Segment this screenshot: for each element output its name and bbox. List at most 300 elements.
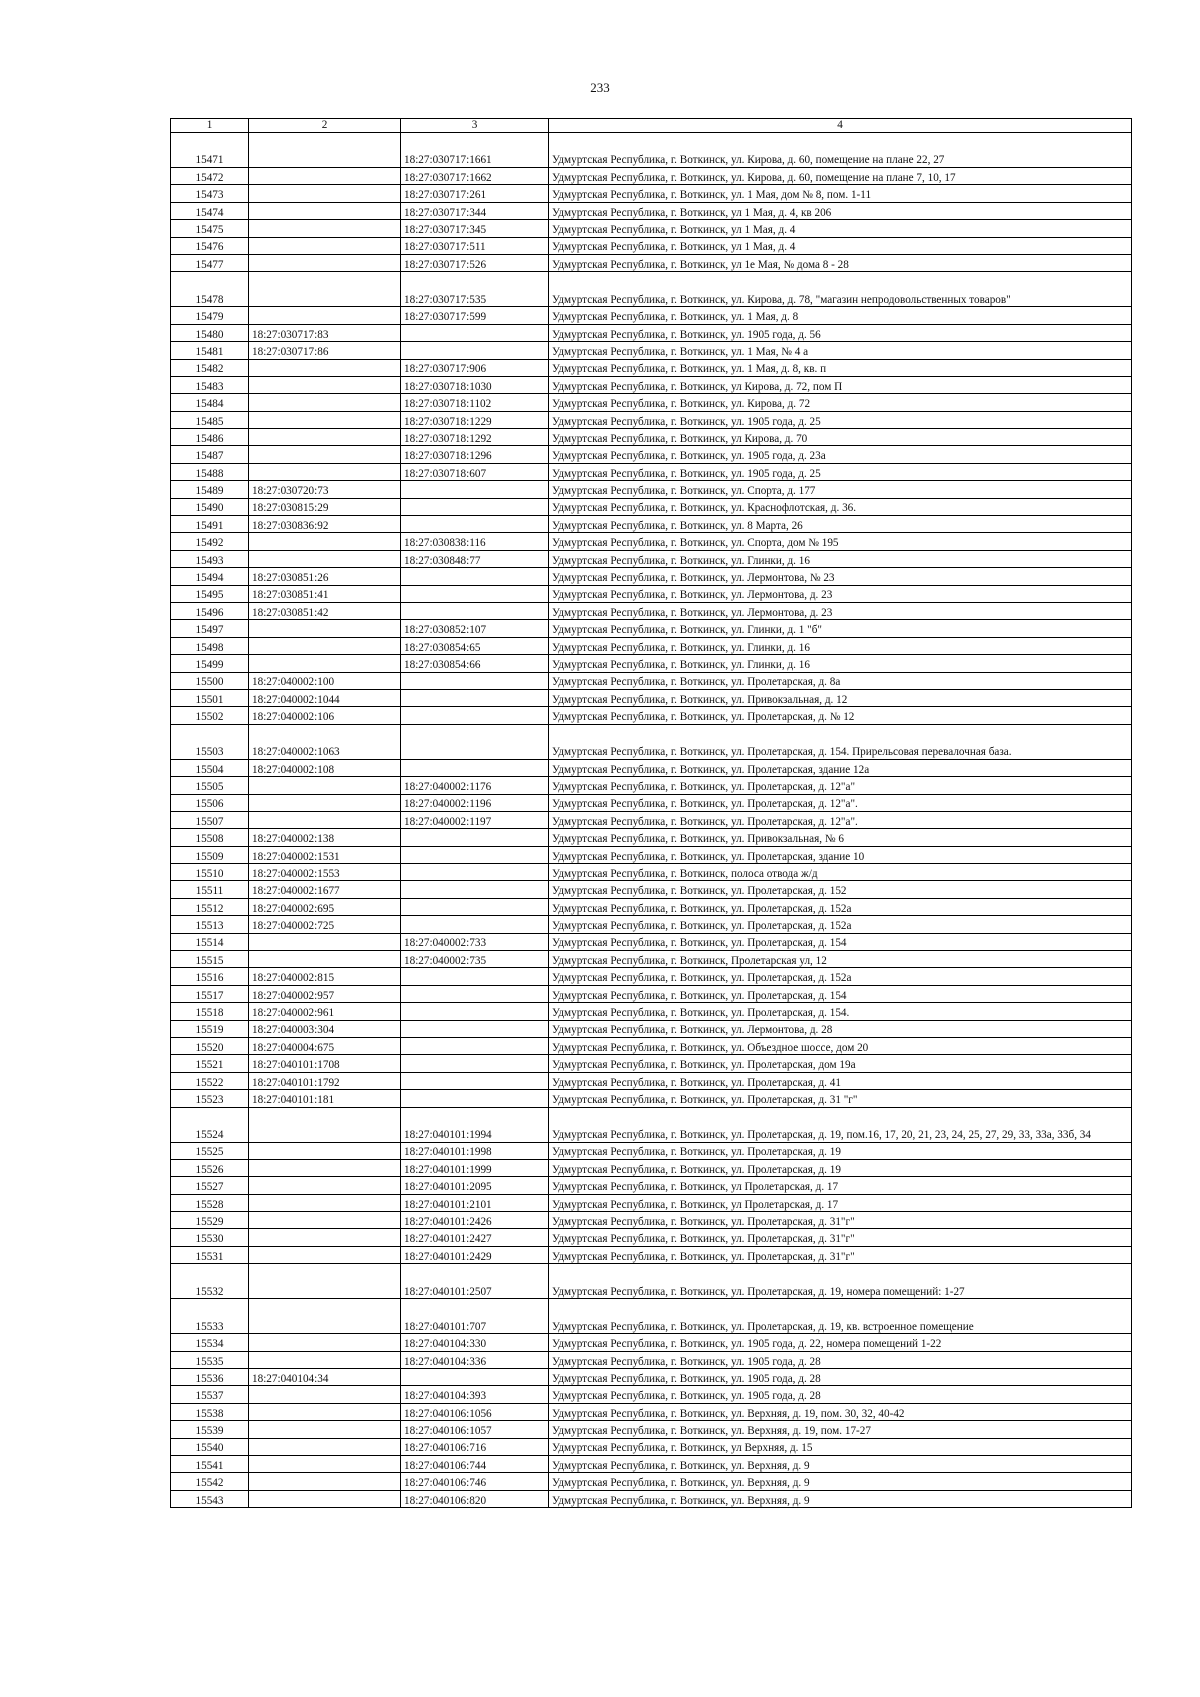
table-row xyxy=(171,1246,1132,1263)
address-cell: Удмуртская Республика, г. Воткинск, ул 1 Мая, д. 4 xyxy=(549,237,1132,254)
row-number-cell: 15484 xyxy=(171,394,249,411)
cadastral-number-cell-2: 18:27:040002:106 xyxy=(249,707,401,724)
cadastral-number-cell-3 xyxy=(401,481,549,498)
table-row xyxy=(171,1351,1132,1368)
table-row xyxy=(171,307,1132,324)
cadastral-number-cell-2 xyxy=(249,1421,401,1438)
table-header xyxy=(171,119,1132,133)
row-number-cell: 15521 xyxy=(171,1055,249,1072)
cadastral-number-cell-3: 18:27:040101:1999 xyxy=(401,1159,549,1176)
table-row xyxy=(171,655,1132,672)
cadastral-number-cell-3: 18:27:040106:820 xyxy=(401,1490,549,1507)
cadastral-number-cell-2 xyxy=(249,1194,401,1211)
cadastral-number-cell-3: 18:27:030718:1229 xyxy=(401,411,549,428)
row-number-cell: 15476 xyxy=(171,237,249,254)
table-row xyxy=(171,237,1132,254)
cadastral-number-cell-2 xyxy=(249,429,401,446)
row-number-cell: 15511 xyxy=(171,881,249,898)
row-number-cell: 15535 xyxy=(171,1351,249,1368)
address-cell: Удмуртская Республика, г. Воткинск, ул. Кирова, д. 78, "магазин непродовольственных товаров" xyxy=(549,272,1132,307)
address-cell: Удмуртская Республика, г. Воткинск, ул. Глинки, д. 16 xyxy=(549,655,1132,672)
row-number-cell: 15522 xyxy=(171,1072,249,1089)
cadastral-number-cell-3: 18:27:030717:906 xyxy=(401,359,549,376)
row-number-cell: 15483 xyxy=(171,376,249,393)
cadastral-number-cell-3 xyxy=(401,672,549,689)
table-row xyxy=(171,1369,1132,1386)
cadastral-number-cell-3 xyxy=(401,881,549,898)
cadastral-number-cell-3: 18:27:030838:116 xyxy=(401,533,549,550)
address-cell: Удмуртская Республика, г. Воткинск, ул. Пролетарская, д. 12"а". xyxy=(549,811,1132,828)
cadastral-number-cell-3 xyxy=(401,829,549,846)
table-row xyxy=(171,568,1132,585)
column-header-2: 2 xyxy=(249,119,401,133)
cadastral-number-cell-2 xyxy=(249,133,401,168)
row-number-cell: 15509 xyxy=(171,846,249,863)
row-number-cell: 15542 xyxy=(171,1473,249,1490)
cadastral-number-cell-3: 18:27:040101:2507 xyxy=(401,1264,549,1299)
table-row xyxy=(171,602,1132,619)
table-row xyxy=(171,707,1132,724)
row-number-cell: 15510 xyxy=(171,864,249,881)
cadastral-number-cell-2: 18:27:030851:26 xyxy=(249,568,401,585)
column-header-1: 1 xyxy=(171,119,249,133)
address-cell: Удмуртская Республика, г. Воткинск, ул Пролетарская, д. 17 xyxy=(549,1194,1132,1211)
row-number-cell: 15514 xyxy=(171,933,249,950)
address-cell: Удмуртская Республика, г. Воткинск, ул. Пролетарская, д. 154 xyxy=(549,933,1132,950)
address-cell: Удмуртская Республика, г. Воткинск, ул. Пролетарская, дом 19а xyxy=(549,1055,1132,1072)
row-number-cell: 15538 xyxy=(171,1403,249,1420)
row-number-cell: 15518 xyxy=(171,1003,249,1020)
cadastral-number-cell-2 xyxy=(249,254,401,271)
table-row xyxy=(171,220,1132,237)
address-cell: Удмуртская Республика, г. Воткинск, ул. Верхняя, д. 9 xyxy=(549,1456,1132,1473)
cadastral-number-cell-2: 18:27:040002:100 xyxy=(249,672,401,689)
address-cell: Удмуртская Республика, г. Воткинск, ул. 1905 года, д. 23а xyxy=(549,446,1132,463)
table-row xyxy=(171,1177,1132,1194)
row-number-cell: 15502 xyxy=(171,707,249,724)
address-cell: Удмуртская Республика, г. Воткинск, ул. Верхняя, д. 19, пом. 30, 32, 40-42 xyxy=(549,1403,1132,1420)
cadastral-number-cell-2 xyxy=(249,1246,401,1263)
cadastral-number-cell-2: 18:27:040002:695 xyxy=(249,898,401,915)
address-cell: Удмуртская Республика, г. Воткинск, ул. Пролетарская, д. 19, номера помещений: 1-27 xyxy=(549,1264,1132,1299)
cadastral-number-cell-2: 18:27:040002:1531 xyxy=(249,846,401,863)
address-cell: Удмуртская Республика, г. Воткинск, ул. Пролетарская, д. 152а xyxy=(549,898,1132,915)
cadastral-number-cell-3: 18:27:040002:733 xyxy=(401,933,549,950)
cadastral-number-cell-3: 18:27:030718:607 xyxy=(401,463,549,480)
row-number-cell: 15488 xyxy=(171,463,249,480)
address-cell: Удмуртская Республика, г. Воткинск, ул. Лермонтова, № 23 xyxy=(549,568,1132,585)
cadastral-number-cell-2: 18:27:040002:1677 xyxy=(249,881,401,898)
cadastral-number-cell-3 xyxy=(401,498,549,515)
cadastral-number-cell-2: 18:27:040002:725 xyxy=(249,916,401,933)
row-number-cell: 15491 xyxy=(171,516,249,533)
address-cell: Удмуртская Республика, г. Воткинск, ул. Лермонтова, д. 28 xyxy=(549,1020,1132,1037)
cadastral-number-cell-3 xyxy=(401,968,549,985)
cadastral-number-cell-2 xyxy=(249,794,401,811)
row-number-cell: 15475 xyxy=(171,220,249,237)
cadastral-number-cell-2 xyxy=(249,1159,401,1176)
cadastral-number-cell-2: 18:27:040002:1553 xyxy=(249,864,401,881)
row-number-cell: 15490 xyxy=(171,498,249,515)
cadastral-number-cell-2 xyxy=(249,1334,401,1351)
row-number-cell: 15494 xyxy=(171,568,249,585)
table-row xyxy=(171,637,1132,654)
row-number-cell: 15499 xyxy=(171,655,249,672)
table-row xyxy=(171,168,1132,185)
cadastral-number-cell-3: 18:27:030717:599 xyxy=(401,307,549,324)
address-cell: Удмуртская Республика, г. Воткинск, ул. Пролетарская, здание 12а xyxy=(549,759,1132,776)
address-cell: Удмуртская Республика, г. Воткинск, ул. 1905 года, д. 25 xyxy=(549,411,1132,428)
cadastral-number-cell-2 xyxy=(249,463,401,480)
cadastral-number-cell-3: 18:27:040106:1056 xyxy=(401,1403,549,1420)
address-cell: Удмуртская Республика, г. Воткинск, ул. Глинки, д. 16 xyxy=(549,637,1132,654)
table-row xyxy=(171,1003,1132,1020)
address-cell: Удмуртская Республика, г. Воткинск, ул. 1 Мая, д. 8, кв. п xyxy=(549,359,1132,376)
row-number-cell: 15534 xyxy=(171,1334,249,1351)
cadastral-number-cell-3: 18:27:040002:1196 xyxy=(401,794,549,811)
cadastral-number-cell-3 xyxy=(401,568,549,585)
cadastral-number-cell-2: 18:27:030836:92 xyxy=(249,516,401,533)
table-row xyxy=(171,968,1132,985)
cadastral-number-cell-3: 18:27:030717:344 xyxy=(401,202,549,219)
table-row xyxy=(171,916,1132,933)
cadastral-number-cell-3 xyxy=(401,1369,549,1386)
row-number-cell: 15536 xyxy=(171,1369,249,1386)
cadastral-number-cell-2 xyxy=(249,637,401,654)
cadastral-number-cell-3: 18:27:040101:2426 xyxy=(401,1212,549,1229)
address-cell: Удмуртская Республика, г. Воткинск, ул. Пролетарская, д. 19 xyxy=(549,1159,1132,1176)
table-row xyxy=(171,133,1132,168)
row-number-cell: 15482 xyxy=(171,359,249,376)
row-number-cell: 15519 xyxy=(171,1020,249,1037)
row-number-cell: 15516 xyxy=(171,968,249,985)
table-row xyxy=(171,342,1132,359)
row-number-cell: 15532 xyxy=(171,1264,249,1299)
address-cell: Удмуртская Республика, г. Воткинск, ул. Спорта, дом № 195 xyxy=(549,533,1132,550)
cadastral-number-cell-3: 18:27:040101:707 xyxy=(401,1299,549,1334)
cadastral-number-cell-3: 18:27:030717:1662 xyxy=(401,168,549,185)
address-cell: Удмуртская Республика, г. Воткинск, ул. 1905 года, д. 25 xyxy=(549,463,1132,480)
cadastral-number-cell-3: 18:27:030852:107 xyxy=(401,620,549,637)
cadastral-number-cell-3 xyxy=(401,916,549,933)
cadastral-number-cell-3: 18:27:030717:535 xyxy=(401,272,549,307)
address-cell: Удмуртская Республика, г. Воткинск, ул. Пролетарская, д. 152а xyxy=(549,916,1132,933)
row-number-cell: 15537 xyxy=(171,1386,249,1403)
address-cell: Удмуртская Республика, г. Воткинск, ул. 1905 года, д. 28 xyxy=(549,1351,1132,1368)
cadastral-number-cell-2 xyxy=(249,1212,401,1229)
cadastral-number-cell-3: 18:27:040002:735 xyxy=(401,951,549,968)
table-row xyxy=(171,1229,1132,1246)
cadastral-number-cell-2 xyxy=(249,777,401,794)
table-row xyxy=(171,481,1132,498)
cadastral-number-cell-2 xyxy=(249,1490,401,1507)
cadastral-number-cell-2: 18:27:040002:138 xyxy=(249,829,401,846)
cadastral-number-cell-2: 18:27:040101:181 xyxy=(249,1090,401,1107)
cadastral-number-cell-3 xyxy=(401,516,549,533)
address-cell: Удмуртская Республика, г. Воткинск, ул. 8 Марта, 26 xyxy=(549,516,1132,533)
address-cell: Удмуртская Республика, г. Воткинск, ул. 1 Мая, д. 8 xyxy=(549,307,1132,324)
cadastral-number-cell-3 xyxy=(401,724,549,759)
cadastral-number-cell-3: 18:27:030717:1661 xyxy=(401,133,549,168)
table-row xyxy=(171,429,1132,446)
address-cell: Удмуртская Республика, г. Воткинск, ул 1 Мая, д. 4 xyxy=(549,220,1132,237)
cadastral-number-cell-2: 18:27:030851:42 xyxy=(249,602,401,619)
cadastral-number-cell-2 xyxy=(249,620,401,637)
cadastral-number-cell-2 xyxy=(249,220,401,237)
table-row xyxy=(171,794,1132,811)
cadastral-number-cell-3: 18:27:030717:345 xyxy=(401,220,549,237)
cadastral-number-cell-3 xyxy=(401,759,549,776)
table-row xyxy=(171,411,1132,428)
address-cell: Удмуртская Республика, г. Воткинск, ул. Пролетарская, д. 41 xyxy=(549,1072,1132,1089)
cadastral-number-cell-2 xyxy=(249,1438,401,1455)
table-row xyxy=(171,185,1132,202)
cadastral-number-cell-3: 18:27:040106:746 xyxy=(401,1473,549,1490)
table-row xyxy=(171,724,1132,759)
cadastral-number-cell-2 xyxy=(249,376,401,393)
cadastral-number-cell-3: 18:27:030848:77 xyxy=(401,550,549,567)
cadastral-number-cell-3: 18:27:040002:1197 xyxy=(401,811,549,828)
address-cell: Удмуртская Республика, г. Воткинск, ул. Лермонтова, д. 23 xyxy=(549,602,1132,619)
cadastral-number-cell-3: 18:27:030718:1102 xyxy=(401,394,549,411)
row-number-cell: 15474 xyxy=(171,202,249,219)
cadastral-number-cell-2: 18:27:040004:675 xyxy=(249,1037,401,1054)
cadastral-number-cell-3 xyxy=(401,689,549,706)
table-row xyxy=(171,202,1132,219)
cadastral-number-cell-3 xyxy=(401,1055,549,1072)
address-cell: Удмуртская Республика, г. Воткинск, ул. 1905 года, д. 56 xyxy=(549,324,1132,341)
table-row xyxy=(171,777,1132,794)
table-row xyxy=(171,1264,1132,1299)
row-number-cell: 15497 xyxy=(171,620,249,637)
row-number-cell: 15507 xyxy=(171,811,249,828)
cadastral-number-cell-2 xyxy=(249,1299,401,1334)
table-row xyxy=(171,1299,1132,1334)
cadastral-number-cell-3: 18:27:030718:1292 xyxy=(401,429,549,446)
address-cell: Удмуртская Республика, г. Воткинск, ул. Пролетарская, д. 152а xyxy=(549,968,1132,985)
row-number-cell: 15505 xyxy=(171,777,249,794)
cadastral-number-cell-2 xyxy=(249,168,401,185)
table-row xyxy=(171,1421,1132,1438)
cadastral-number-cell-2 xyxy=(249,202,401,219)
cadastral-number-cell-2 xyxy=(249,1177,401,1194)
cadastral-number-cell-2 xyxy=(249,550,401,567)
address-cell: Удмуртская Республика, г. Воткинск, ул Верхняя, д. 15 xyxy=(549,1438,1132,1455)
row-number-cell: 15473 xyxy=(171,185,249,202)
row-number-cell: 15487 xyxy=(171,446,249,463)
cadastral-number-cell-3: 18:27:040106:1057 xyxy=(401,1421,549,1438)
column-header-4: 4 xyxy=(549,119,1132,133)
table-row xyxy=(171,864,1132,881)
cadastral-number-cell-3: 18:27:040104:336 xyxy=(401,1351,549,1368)
table-row xyxy=(171,933,1132,950)
address-cell: Удмуртская Республика, г. Воткинск, ул. Верхняя, д. 9 xyxy=(549,1473,1132,1490)
row-number-cell: 15525 xyxy=(171,1142,249,1159)
row-number-cell: 15501 xyxy=(171,689,249,706)
table-row xyxy=(171,324,1132,341)
address-cell: Удмуртская Республика, г. Воткинск, ул. Пролетарская, д. 31 "г" xyxy=(549,1090,1132,1107)
row-number-cell: 15530 xyxy=(171,1229,249,1246)
cadastral-number-cell-3 xyxy=(401,324,549,341)
row-number-cell: 15541 xyxy=(171,1456,249,1473)
table-row xyxy=(171,498,1132,515)
address-cell: Удмуртская Республика, г. Воткинск, ул. Пролетарская, здание 10 xyxy=(549,846,1132,863)
row-number-cell: 15540 xyxy=(171,1438,249,1455)
cadastral-number-cell-3 xyxy=(401,585,549,602)
row-number-cell: 15543 xyxy=(171,1490,249,1507)
address-cell: Удмуртская Республика, г. Воткинск, ул. Привокзальная, д. 12 xyxy=(549,689,1132,706)
table-row xyxy=(171,672,1132,689)
row-number-cell: 15472 xyxy=(171,168,249,185)
row-number-cell: 15520 xyxy=(171,1037,249,1054)
address-cell: Удмуртская Республика, г. Воткинск, ул 1 Мая, д. 4, кв 206 xyxy=(549,202,1132,219)
address-cell: Удмуртская Республика, г. Воткинск, ул. 1905 года, д. 28 xyxy=(549,1386,1132,1403)
table-row xyxy=(171,1037,1132,1054)
cadastral-number-cell-3 xyxy=(401,898,549,915)
address-cell: Удмуртская Республика, г. Воткинск, ул. Пролетарская, д. 154. xyxy=(549,1003,1132,1020)
row-number-cell: 15495 xyxy=(171,585,249,602)
address-cell: Удмуртская Республика, г. Воткинск, ул. Пролетарская, д. № 12 xyxy=(549,707,1132,724)
row-number-cell: 15492 xyxy=(171,533,249,550)
table-row xyxy=(171,1456,1132,1473)
row-number-cell: 15503 xyxy=(171,724,249,759)
table-row xyxy=(171,1159,1132,1176)
cadastral-number-cell-2 xyxy=(249,1142,401,1159)
table-row xyxy=(171,951,1132,968)
cadastral-number-cell-3 xyxy=(401,1037,549,1054)
row-number-cell: 15485 xyxy=(171,411,249,428)
table-row xyxy=(171,1072,1132,1089)
table-row xyxy=(171,1490,1132,1507)
row-number-cell: 15480 xyxy=(171,324,249,341)
row-number-cell: 15486 xyxy=(171,429,249,446)
row-number-cell: 15498 xyxy=(171,637,249,654)
row-number-cell: 15493 xyxy=(171,550,249,567)
page-number: 233 xyxy=(590,80,610,95)
cadastral-number-cell-3 xyxy=(401,846,549,863)
cadastral-number-cell-3: 18:27:040106:744 xyxy=(401,1456,549,1473)
registry-table xyxy=(170,118,1132,1508)
row-number-cell: 15512 xyxy=(171,898,249,915)
address-cell: Удмуртская Республика, г. Воткинск, ул. Пролетарская, д. 19, кв. встроенное помещение xyxy=(549,1299,1132,1334)
cadastral-number-cell-2 xyxy=(249,1386,401,1403)
table-row xyxy=(171,585,1132,602)
address-cell: Удмуртская Республика, г. Воткинск, ул. Пролетарская, д. 12"а" xyxy=(549,777,1132,794)
cadastral-number-cell-3: 18:27:030717:526 xyxy=(401,254,549,271)
cadastral-number-cell-3: 18:27:030717:511 xyxy=(401,237,549,254)
table-row xyxy=(171,272,1132,307)
cadastral-number-cell-2 xyxy=(249,1229,401,1246)
address-cell: Удмуртская Республика, г. Воткинск, ул. 1 Мая, № 4 а xyxy=(549,342,1132,359)
address-cell: Удмуртская Республика, г. Воткинск, ул. Лермонтова, д. 23 xyxy=(549,585,1132,602)
cadastral-number-cell-2 xyxy=(249,185,401,202)
address-cell: Удмуртская Республика, г. Воткинск, полоса отвода ж/д xyxy=(549,864,1132,881)
row-number-cell: 15526 xyxy=(171,1159,249,1176)
table-row xyxy=(171,1212,1132,1229)
cadastral-number-cell-2: 18:27:040002:1044 xyxy=(249,689,401,706)
table-row xyxy=(171,898,1132,915)
row-number-cell: 15517 xyxy=(171,985,249,1002)
table-row xyxy=(171,533,1132,550)
table-row xyxy=(171,1020,1132,1037)
row-number-cell: 15524 xyxy=(171,1107,249,1142)
cadastral-number-cell-3 xyxy=(401,1003,549,1020)
address-cell: Удмуртская Республика, г. Воткинск, ул. Пролетарская, д. 31"г" xyxy=(549,1246,1132,1263)
cadastral-number-cell-2 xyxy=(249,951,401,968)
cadastral-number-cell-2 xyxy=(249,446,401,463)
cadastral-number-cell-2 xyxy=(249,359,401,376)
table-row xyxy=(171,550,1132,567)
address-cell: Удмуртская Республика, г. Воткинск, ул. Объездное шоссе, дом 20 xyxy=(549,1037,1132,1054)
table-row xyxy=(171,1473,1132,1490)
table-row xyxy=(171,1334,1132,1351)
address-cell: Удмуртская Республика, г. Воткинск, ул. Верхняя, д. 19, пом. 17-27 xyxy=(549,1421,1132,1438)
row-number-cell: 15527 xyxy=(171,1177,249,1194)
address-cell: Удмуртская Республика, г. Воткинск, ул. Пролетарская, д. 31"г" xyxy=(549,1229,1132,1246)
table-row xyxy=(171,1386,1132,1403)
cadastral-number-cell-3 xyxy=(401,602,549,619)
cadastral-number-cell-2: 18:27:030720:73 xyxy=(249,481,401,498)
address-cell: Удмуртская Республика, г. Воткинск, ул. Глинки, д. 1 "б" xyxy=(549,620,1132,637)
row-number-cell: 15508 xyxy=(171,829,249,846)
table-row xyxy=(171,620,1132,637)
address-cell: Удмуртская Республика, г. Воткинск, ул. 1 Мая, дом № 8, пом. 1-11 xyxy=(549,185,1132,202)
row-number-cell: 15481 xyxy=(171,342,249,359)
row-number-cell: 15500 xyxy=(171,672,249,689)
table-row xyxy=(171,1090,1132,1107)
cadastral-number-cell-3 xyxy=(401,342,549,359)
address-cell: Удмуртская Республика, г. Воткинск, ул. 1905 года, д. 22, номера помещений 1-22 xyxy=(549,1334,1132,1351)
address-cell: Удмуртская Республика, г. Воткинск, ул. Глинки, д. 16 xyxy=(549,550,1132,567)
row-number-cell: 15506 xyxy=(171,794,249,811)
cadastral-number-cell-2 xyxy=(249,1403,401,1420)
cadastral-number-cell-3: 18:27:030717:261 xyxy=(401,185,549,202)
table-row xyxy=(171,829,1132,846)
cadastral-number-cell-3 xyxy=(401,864,549,881)
cadastral-number-cell-3: 18:27:040101:1994 xyxy=(401,1107,549,1142)
address-cell: Удмуртская Республика, г. Воткинск, ул 1е Мая, № дома 8 - 28 xyxy=(549,254,1132,271)
cadastral-number-cell-2 xyxy=(249,307,401,324)
table-row xyxy=(171,1438,1132,1455)
row-number-cell: 15529 xyxy=(171,1212,249,1229)
cadastral-number-cell-2: 18:27:030717:83 xyxy=(249,324,401,341)
address-cell: Удмуртская Республика, г. Воткинск, ул Пролетарская, д. 17 xyxy=(549,1177,1132,1194)
address-cell: Удмуртская Республика, г. Воткинск, ул. Пролетарская, д. 19, пом.16, 17, 20, 21, 23, 24, 25, 27, 29, 33, 33а, 33б, 34 xyxy=(549,1107,1132,1142)
cadastral-number-cell-2 xyxy=(249,1351,401,1368)
cadastral-number-cell-2: 18:27:030815:29 xyxy=(249,498,401,515)
cadastral-number-cell-3: 18:27:040101:1998 xyxy=(401,1142,549,1159)
cadastral-number-cell-3: 18:27:040002:1176 xyxy=(401,777,549,794)
table-row xyxy=(171,881,1132,898)
address-cell: Удмуртская Республика, г. Воткинск, ул. Пролетарская, д. 19 xyxy=(549,1142,1132,1159)
cadastral-number-cell-2: 18:27:040003:304 xyxy=(249,1020,401,1037)
cadastral-number-cell-2 xyxy=(249,933,401,950)
cadastral-number-cell-2: 18:27:030717:86 xyxy=(249,342,401,359)
row-number-cell: 15489 xyxy=(171,481,249,498)
cadastral-number-cell-3: 18:27:030718:1296 xyxy=(401,446,549,463)
cadastral-number-cell-3: 18:27:040101:2429 xyxy=(401,1246,549,1263)
cadastral-number-cell-3: 18:27:030718:1030 xyxy=(401,376,549,393)
table-row xyxy=(171,376,1132,393)
address-cell: Удмуртская Республика, г. Воткинск, Пролетарская ул, 12 xyxy=(549,951,1132,968)
row-number-cell: 15513 xyxy=(171,916,249,933)
cadastral-number-cell-3: 18:27:030854:66 xyxy=(401,655,549,672)
table-row xyxy=(171,1107,1132,1142)
cadastral-number-cell-3 xyxy=(401,1072,549,1089)
address-cell: Удмуртская Республика, г. Воткинск, ул. Пролетарская, д. 154. Прирельсовая перевалочная база. xyxy=(549,724,1132,759)
cadastral-number-cell-2: 18:27:040101:1792 xyxy=(249,1072,401,1089)
column-header-3: 3 xyxy=(401,119,549,133)
